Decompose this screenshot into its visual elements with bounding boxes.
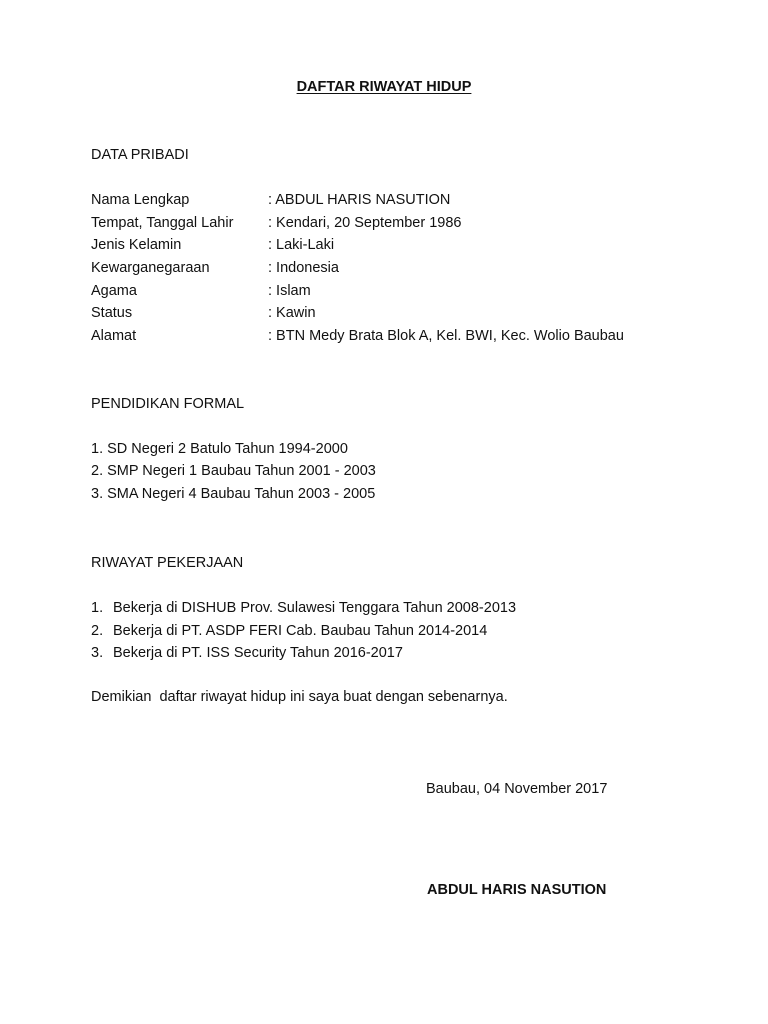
work-item-text: Bekerja di PT. ASDP FERI Cab. Baubau Tahun 2014-2014 <box>113 623 488 639</box>
field-label: Status <box>91 305 133 321</box>
place-and-date: Baubau, 04 November 2017 <box>426 781 608 797</box>
education-item: 1. SD Negeri 2 Batulo Tahun 1994-2000 <box>91 441 348 457</box>
field-label: Jenis Kelamin <box>91 237 182 253</box>
signer-name: ABDUL HARIS NASUTION <box>427 882 607 898</box>
field-value: : Kendari, 20 September 1986 <box>268 215 462 231</box>
work-history-heading: RIWAYAT PEKERJAAN <box>91 555 244 571</box>
field-value: : Islam <box>268 283 311 299</box>
field-label: Agama <box>91 283 137 299</box>
field-label: Nama Lengkap <box>91 192 190 208</box>
work-item-number: 1. <box>91 600 104 616</box>
closing-statement: Demikian daftar riwayat hidup ini saya buat dengan sebenarnya. <box>91 689 508 705</box>
field-value: : Laki-Laki <box>268 237 335 253</box>
field-value: : BTN Medy Brata Blok A, Kel. BWI, Kec. Wolio Baubau <box>268 328 624 344</box>
field-label: Alamat <box>91 328 137 344</box>
education-item: 3. SMA Negeri 4 Baubau Tahun 2003 - 2005 <box>91 486 376 502</box>
field-value: : Kawin <box>268 305 316 321</box>
field-value: : ABDUL HARIS NASUTION <box>268 192 451 208</box>
field-label: Kewarganegaraan <box>91 260 210 276</box>
work-item-text: Bekerja di PT. ISS Security Tahun 2016-2017 <box>113 645 403 661</box>
personal-data-heading: DATA PRIBADI <box>91 147 189 163</box>
education-heading: PENDIDIKAN FORMAL <box>91 396 245 412</box>
work-item-number: 2. <box>91 623 104 639</box>
field-label: Tempat, Tanggal Lahir <box>91 215 234 231</box>
field-value: : Indonesia <box>268 260 339 276</box>
work-item-text: Bekerja di DISHUB Prov. Sulawesi Tenggara Tahun 2008-2013 <box>113 600 517 616</box>
work-item-number: 3. <box>91 645 104 661</box>
education-item: 2. SMP Negeri 1 Baubau Tahun 2001 - 2003 <box>91 463 376 479</box>
document-title: DAFTAR RIWAYAT HIDUP <box>296 79 472 95</box>
